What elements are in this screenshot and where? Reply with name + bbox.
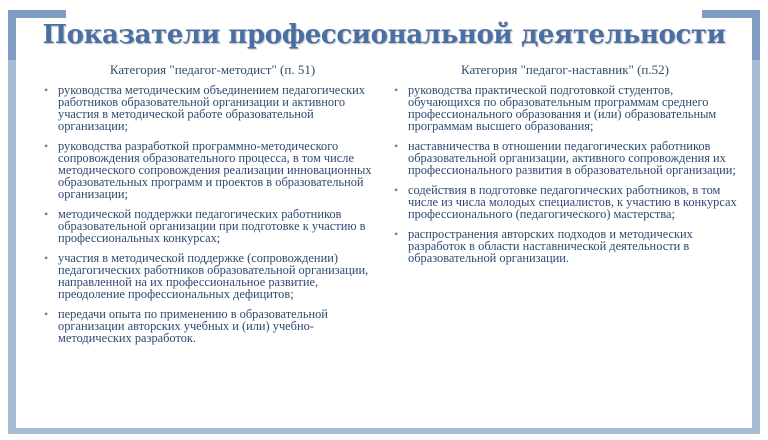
list-item [390, 140, 740, 176]
methodist-indicator-list [40, 84, 385, 344]
column-methodist [40, 62, 385, 352]
bullet-icon: • [394, 83, 399, 97]
bullet-icon: • [44, 83, 49, 97]
bullet-icon: • [44, 207, 49, 221]
list-item [40, 208, 385, 244]
list-item [390, 184, 740, 220]
bullet-icon: • [394, 139, 399, 153]
column-mentor [390, 62, 740, 272]
slide-title: Показатели профессиональной деятельности [42, 20, 726, 50]
list-item [390, 228, 740, 264]
list-item [40, 84, 385, 132]
list-item [390, 84, 740, 132]
bullet-icon: • [394, 227, 399, 241]
list-item-text: руководства разработкой программно-методического сопровождения образовательного процесса, в том числе методического сопровождения реализации инновационных образовательных программ и проектов в образовательной организации; [58, 139, 372, 201]
frame-corner-top-left [8, 10, 66, 18]
list-item [40, 308, 385, 344]
frame-bottom-edge [8, 428, 760, 434]
list-item-text: распространения авторских подходов и методических разработок в области наставнической деятельности в образовательной организации. [408, 227, 693, 265]
column-heading-mentor: Категория "педагог-наставник" (п.52) [461, 62, 669, 77]
list-item-text: передачи опыта по применению в образовательной организации авторских учебных и (или) учебно-методических разработок. [58, 307, 328, 345]
bullet-icon: • [44, 139, 49, 153]
list-item-text: методической поддержки педагогических работников образовательной организации при подготовке к участию в профессиональных конкурсах; [58, 207, 366, 245]
list-item [40, 252, 385, 300]
mentor-indicator-list [390, 84, 740, 264]
bullet-icon: • [44, 307, 49, 321]
list-item [40, 140, 385, 200]
list-item-text: участия в методической поддержке (сопровождении) педагогических работников образовательной организации, направленной на их профессиональное развитие, преодоление профессиональных дефицитов; [58, 251, 369, 301]
list-item-text: руководства практической подготовкой студентов, обучающихся по образовательным программам среднего профессионального образования и (или) образовательным программам высшего образования; [408, 83, 717, 133]
bullet-icon: • [394, 183, 399, 197]
list-item-text: наставничества в отношении педагогических работников образовательной организации, активного сопровождения их профессионального развития в образовательной организации; [408, 139, 736, 177]
frame-right-edge [752, 60, 760, 430]
list-item-text: содействия в подготовке педагогических работников, в том числе из числа молодых специалистов, к участию в конкурсах профессионального (педагогического) мастерства; [408, 183, 737, 221]
list-item-text: руководства методическим объединением педагогических работников образовательной организации и активного участия в методической работе образовательной организации; [58, 83, 365, 133]
frame-left-edge [8, 60, 16, 430]
column-heading-methodist: Категория "педагог-методист" (п. 51) [109, 62, 316, 77]
bullet-icon: • [44, 251, 49, 265]
